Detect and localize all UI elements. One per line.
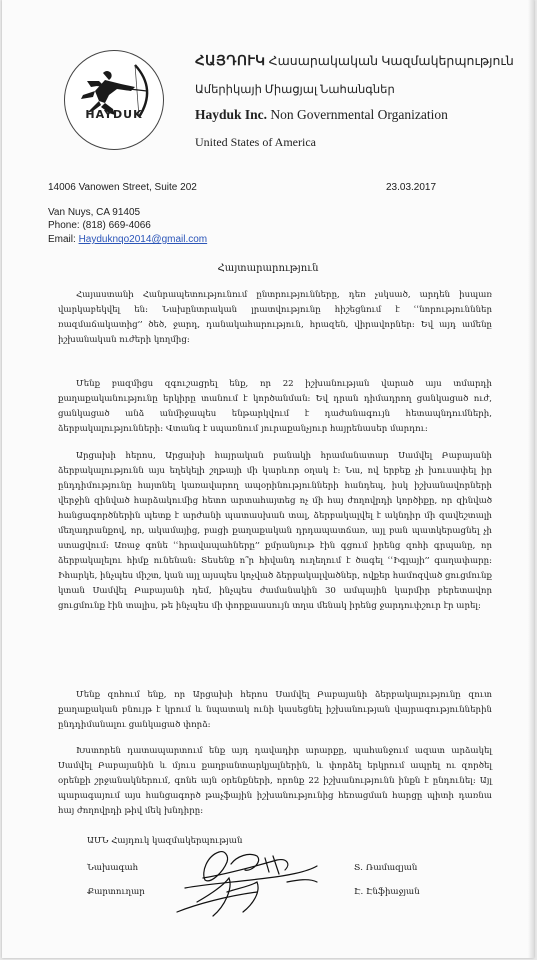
paragraph-4: Մենք զոհում ենք, որ Արցախի հերոս Սամվել Բաբայանի ձերբակալությունը զուտ քաղաքական բնույթ է կրում և նպատակ ունի կասեցնել իշխանության վայրագություններին ընդդիմանալու ցանկացած փորձ: (58, 690, 492, 730)
signer-name-1: Տ. Ռամազյան (354, 863, 418, 873)
org-name-armenian-rest: Հասարակական Կազմակերպություն (268, 54, 514, 68)
email-label: Email: (48, 234, 76, 245)
logo-text: HAYDUK (85, 108, 143, 121)
page-edge-shadow (528, 0, 534, 958)
email-link[interactable]: Hayduknqo2014@gmail.com (78, 234, 208, 245)
city-address: Van Nuys, CA 91405 (48, 207, 141, 218)
paragraph-1: Հայաստանի Հանրապետությունում ընտրությունները, դեռ չսկսած, արդեն իսպառ վարկաբեկվել են: Նախընտրական լրատվությունը հիշեցնում է ՙՙնորությունններ ռազմաճակատից՚՚ ծեծ, ջարդ, դանակահարություն, հրազեն, վիրավորներ: Եվ այդ ամենը իշխանական ուժերի կողմից: (58, 290, 492, 345)
org-name-english-rest: Non Governmental Organization (270, 107, 448, 122)
archer-emblem-icon (65, 51, 165, 151)
street-address: 14006 Vanowen Street, Suite 202 (48, 182, 197, 193)
org-name-armenian-bold: ՀԱՅԴՈՒԿ (195, 53, 266, 68)
hayduk-logo (64, 50, 164, 150)
org-subtitle-armenian: Ամերիկայի Միացյալ Նահանգներ (195, 84, 395, 96)
email-line (48, 234, 207, 245)
signature-org-line: ԱՄՆ Հայդուկ կազմակերպության (87, 836, 243, 846)
letter-page (2, 0, 534, 958)
handwritten-signature-icon (167, 842, 337, 922)
document-title: Հայտարարություն (217, 263, 319, 274)
paragraph-3: Արցախի հերոս, Արցախի հայրական բանակի հրամանատար Սամվել Բաբայանի ձերբակալությունն այս եղեկելի շղթայի մի կարևոր օղակ է: Նա, ով երբեք չի խուսափել իր ընդդիմությունը հայտնել կառավարող ապօրինությունների հանդեպ, իսկ իշխանավորների վերջին զինված հարձակումից հետո արտահայտեց ոչ մի հայ ժողովրդի կործիքը, որ զինված հանցագործներին պետք է արժանի պատասխան տալ, ձերբակալվել է ակնդիր մի զավեշտալի մեղադրանքով, որ, ակամայից, բացի քաղաքական դրդապատճառ, այլ բան պատկերացնել չի ստացվում: Առաջ գոնե ՙՙհրավապահները՚՚ քմրանյութ էին գցում իրենց զոհի գրպանը, որ ձերբակալելու հիմք ունենան: Տեսենք ո՞ր հիվանդ ուղեղում է ծագել ՙՙԻգլայի՚՚ գաղափարը: Իհարկե, ինչպես միշտ, կան այլ այսպես կոչված ձերբակալվածներ, ովքեր համոզված ցուցմունք կտան Սամվել Բաբայանի դեմ, ինչպես ժամանակին 30 ամպային կարմիր բերետավոր ցուցմունք էին տալիս, թե ինչպես մի փորքաասույն տղա մենակ իրենց ջարդուփշուր էր արել: (58, 451, 492, 611)
phone-number: Phone: (818) 669-4066 (48, 220, 151, 231)
signer-role-secretary: Քարտուղար (87, 887, 145, 897)
signer-name-2: Է. Էնֆիաջյան (354, 887, 420, 897)
signer-role-president: Նախագահ (87, 863, 139, 873)
org-country: United States of America (195, 135, 316, 149)
letter-date: 23.03.2017 (386, 182, 437, 193)
org-name-armenian (195, 53, 514, 69)
org-name-english (195, 107, 448, 123)
org-name-english-bold: Hayduk Inc. (195, 107, 268, 122)
paragraph-2: Մենք բազմիցս զգուշացրել ենք, որ 22 իշխանության վարած այս տմարդի քաղաքականությունը երկիրը տանում է կործանման: Եվ դրան դիմադրող ցանկացած ուժ, ցանկացած անձ անմիջապես ենթարկվում է դաժանագույն հետապնդումների, ձերբակալությունների: Վտանգ է սպառնում յուրաքանչյուր հայրենասեր մարդու: (58, 379, 492, 434)
paragraph-5: Խստորեն դատապարտում ենք այդ դավադիր արարքը, պահանջում ազատ արձակել Սամվել Բաբայանին և մյուս քաղբանտարկյալներին, և փորձել երկրում ապրել ու զործել օրենքի շրջանակներում, գոնե այն օրենքների, որոնք 22 իշխանությունն ինքն է ընդունել: Այլ պարագայում այս հանցագործ թաչֆային իշխանությունից հեռացման հարցը պիտի դառնա հայ ժողովրդի թիվ մեկ խնդիրը: (58, 746, 492, 816)
